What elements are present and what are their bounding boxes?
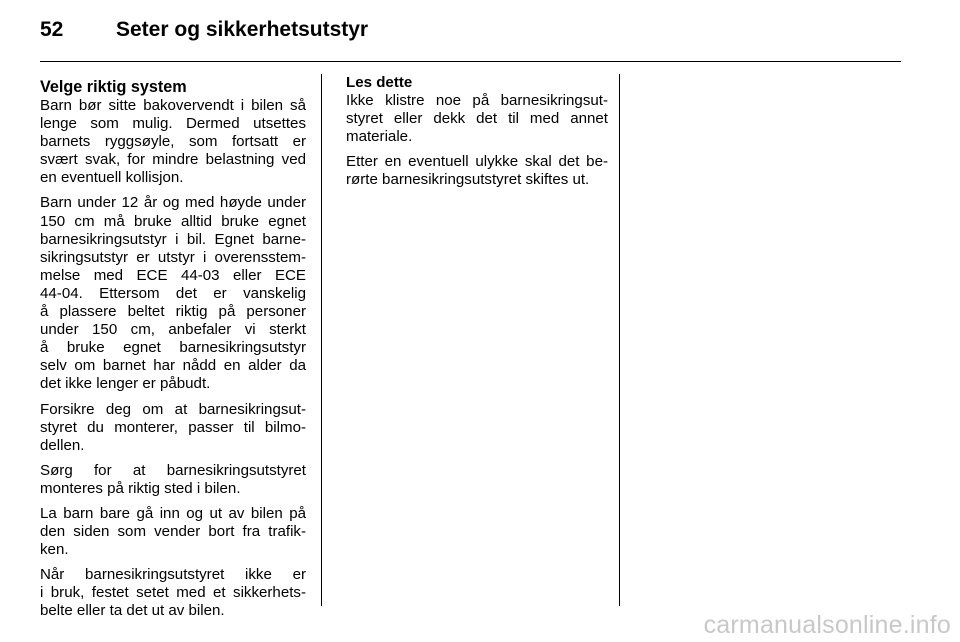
text-line: melse med ECE 44-03 eller ECE <box>40 266 306 284</box>
text-line: ken. <box>40 541 69 559</box>
text-line: Barn under 12 år og med høyde under <box>40 194 306 212</box>
text-line: Barn bør sitte bakovervendt i bilen så <box>40 97 306 114</box>
paragraph <box>346 92 608 146</box>
text-line: en eventuell kollisjon. <box>40 169 184 187</box>
paragraph <box>40 401 306 455</box>
text-line: det ikke lenger er påbudt. <box>40 375 211 393</box>
header-rule <box>40 61 901 62</box>
text-line: lenge som mulig. Dermed utsettes <box>40 115 306 133</box>
note-box <box>346 74 608 190</box>
page-title: Seter og sikkerhetsutstyr <box>116 18 369 41</box>
text-line: å plassere beltet riktig på personer <box>40 303 306 321</box>
text-line: Ikke klistre noe på barnesikringsut- <box>346 92 608 110</box>
text-line: styret eller dekk det til med annet <box>346 110 608 128</box>
text-line: materiale. <box>346 128 413 146</box>
note-heading: Les dette <box>346 74 413 91</box>
text-line: 44-04. Ettersom det er vanskelig <box>40 284 306 302</box>
paragraph <box>40 566 306 620</box>
paragraph <box>346 153 608 189</box>
text-line: dellen. <box>40 436 85 454</box>
text-line: under 150 cm, anbefaler vi sterkt <box>40 321 306 339</box>
left-column-body <box>40 97 306 621</box>
text-line: Når barnesikringsutstyret ikke er <box>40 566 306 584</box>
text-line: svært svak, for mindre belastning ved <box>40 151 306 169</box>
text-line: barnets ryggsøyle, som fortsatt er <box>40 133 306 151</box>
text-line: styret du monterer, passer til bilmo- <box>40 418 306 436</box>
text-line: den siden som vender bort fra trafik- <box>40 523 306 541</box>
text-line: selv om barnet har nådd en alder da <box>40 357 306 375</box>
column-divider <box>619 74 620 606</box>
left-column <box>40 74 306 628</box>
text-line: Etter en eventuell ulykke skal det be- <box>346 153 608 171</box>
text-line: Sørg for at barnesikringsutstyret <box>40 461 306 479</box>
text-line: barnesikringsutstyr i bil. Egnet barne- <box>40 230 306 248</box>
text-line: sikringsutstyr er utstyr i overensstem- <box>40 248 306 266</box>
paragraph <box>40 462 306 498</box>
text-line: rørte barnesikringsutstyret skiftes ut. <box>346 171 590 189</box>
note-body <box>346 92 608 189</box>
watermark: carmanualsonline.info <box>703 611 951 639</box>
column-divider <box>321 74 322 606</box>
text-line: å bruke egnet barnesikringsutstyr <box>40 339 306 357</box>
section-heading: Velge riktig system <box>40 78 187 96</box>
page-number: 52 <box>40 18 64 41</box>
text-line: 150 cm må bruke alltid bruke egnet <box>40 212 306 230</box>
paragraph <box>40 194 306 393</box>
text-line: La barn bare gå inn og ut av bilen på <box>40 504 306 522</box>
text-line: i bruk, festet setet med et sikkerhets- <box>40 584 306 602</box>
middle-column <box>346 74 608 197</box>
paragraph <box>40 97 306 187</box>
text-line: belte eller ta det ut av bilen. <box>40 602 225 620</box>
text-line: monteres på riktig sted i bilen. <box>40 479 241 497</box>
paragraph <box>40 505 306 559</box>
text-line: Forsikre deg om at barnesikringsut- <box>40 400 306 418</box>
